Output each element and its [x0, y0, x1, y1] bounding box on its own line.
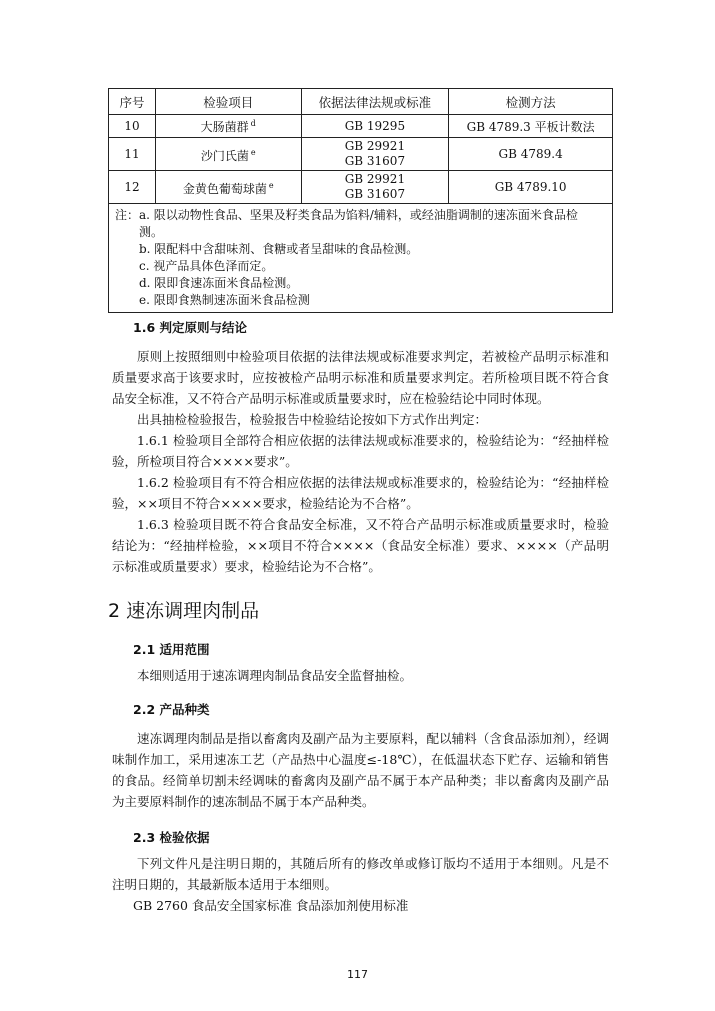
header-item: 检验项目: [155, 89, 301, 115]
section-2-2-body: [112, 728, 609, 812]
section-1-6-body: [112, 346, 609, 577]
header-standard: 依据法律法规或标准: [301, 89, 449, 115]
paragraph: 下列文件凡是注明日期的，其随后所有的修改单或修订版均不适用于本细则。凡是不注明日期的，其最新版本适用于本细则。: [112, 856, 609, 892]
section-heading-2-1: 2.1 适用范围: [133, 642, 210, 657]
standard-line: GB 29921: [344, 139, 406, 153]
paragraph: 出具抽检检验报告，检验报告中检验结论按如下方式作出判定：: [137, 412, 488, 427]
item-footnote-mark: e: [268, 180, 274, 190]
note-b: b. 限配料中含甜味剂、食糖或者呈甜味的食品检测。: [139, 242, 419, 256]
cell-item: [155, 171, 301, 204]
table-row: [109, 115, 613, 138]
inspection-table: [108, 88, 613, 313]
item-name: 金黄色葡萄球菌: [182, 181, 267, 196]
item-footnote-mark: d: [250, 118, 256, 128]
note-c: c. 视产品具体色泽而定。: [139, 259, 274, 273]
item-name: 沙门氏菌: [200, 148, 249, 163]
cell-standard: [301, 138, 449, 171]
section-heading-2-3: 2.3 检验依据: [133, 830, 210, 845]
item-footnote-mark: e: [250, 147, 256, 157]
table-row: [109, 171, 613, 204]
cell-method: GB 4789.10: [449, 171, 613, 204]
header-no: 序号: [109, 89, 156, 115]
paragraph: 本细则适用于速冻调理肉制品食品安全监督抽检。: [137, 668, 413, 683]
cell-item: [155, 115, 301, 138]
table-notes-row: [109, 204, 613, 313]
header-method: 检测方法: [449, 89, 613, 115]
table-header-row: [109, 89, 613, 115]
section-2-3-body: [112, 853, 609, 916]
item-name: 大肠菌群: [200, 119, 249, 134]
cell-method: GB 4789.3 平板计数法: [449, 115, 613, 138]
chapter-heading: 2 速冻调理肉制品: [108, 600, 260, 622]
section-2-1-body: [112, 665, 609, 686]
section-heading-1-6: 1.6 判定原则与结论: [133, 320, 247, 335]
paragraph: 1.6.2 检验项目有不符合相应依据的法律法规或标准要求的，检验结论为：“经抽样检验，××项目不符合××××要求，检验结论为不合格”。: [112, 475, 609, 511]
page-number: 117: [347, 968, 368, 981]
note-a-continued: 测。: [139, 225, 164, 239]
section-heading-2-2: 2.2 产品种类: [133, 702, 210, 717]
standard-line: GB 31607: [344, 187, 406, 201]
paragraph: GB 2760 食品安全国家标准 食品添加剂使用标准: [133, 898, 409, 913]
cell-method: GB 4789.4: [449, 138, 613, 171]
paragraph: 1.6.3 检验项目既不符合食品安全标准，又不符合产品明示标准或质量要求时，检验结论为：“经抽样检验，××项目不符合××××（食品安全标准）要求、××××（产品明示标准或质量要求）要求，检验结论为不合格”。: [112, 517, 609, 574]
cell-standard: GB 19295: [301, 115, 449, 138]
cell-no: 12: [109, 171, 156, 204]
paragraph: 1.6.1 检验项目全部符合相应依据的法律法规或标准要求的，检验结论为：“经抽样检验，所检项目符合××××要求”。: [112, 433, 609, 469]
table-row: [109, 138, 613, 171]
note-d: d. 限即食速冻面米食品检测。: [139, 276, 299, 290]
paragraph: 原则上按照细则中检验项目依据的法律法规或标准要求判定，若被检产品明示标准和质量要求高于该要求时，应按被检产品明示标准和质量要求判定。若所检项目既不符合食品安全标准，又不符合产品明示标准或质量要求时，应在检验结论中同时体现。: [112, 349, 609, 406]
note-a-text: a. 限以动物性食品、坚果及籽类食品为馅料/辅料，或经油脂调制的速冻面米食品检: [139, 208, 578, 222]
note-a: [115, 207, 606, 224]
cell-no: 10: [109, 115, 156, 138]
cell-no: 11: [109, 138, 156, 171]
cell-standard: [301, 171, 449, 204]
note-e: e. 限即食熟制速冻面米食品检测: [139, 293, 310, 307]
standard-line: GB 29921: [344, 172, 406, 186]
note-prefix: 注：: [115, 208, 140, 222]
paragraph: 速冻调理肉制品是指以畜禽肉及副产品为主要原料，配以辅料（含食品添加剂），经调味制作加工，采用速冻工艺（产品热中心温度≤-18℃），在低温状态下贮存、运输和销售的食品。经简单切割未经调味的畜禽肉及副产品不属于本产品种类；非以畜禽肉及副产品为主要原料制作的速冻制品不属于本产品种类。: [112, 731, 609, 809]
cell-item: [155, 138, 301, 171]
table-notes: [109, 204, 613, 313]
standard-line: GB 31607: [344, 154, 406, 168]
